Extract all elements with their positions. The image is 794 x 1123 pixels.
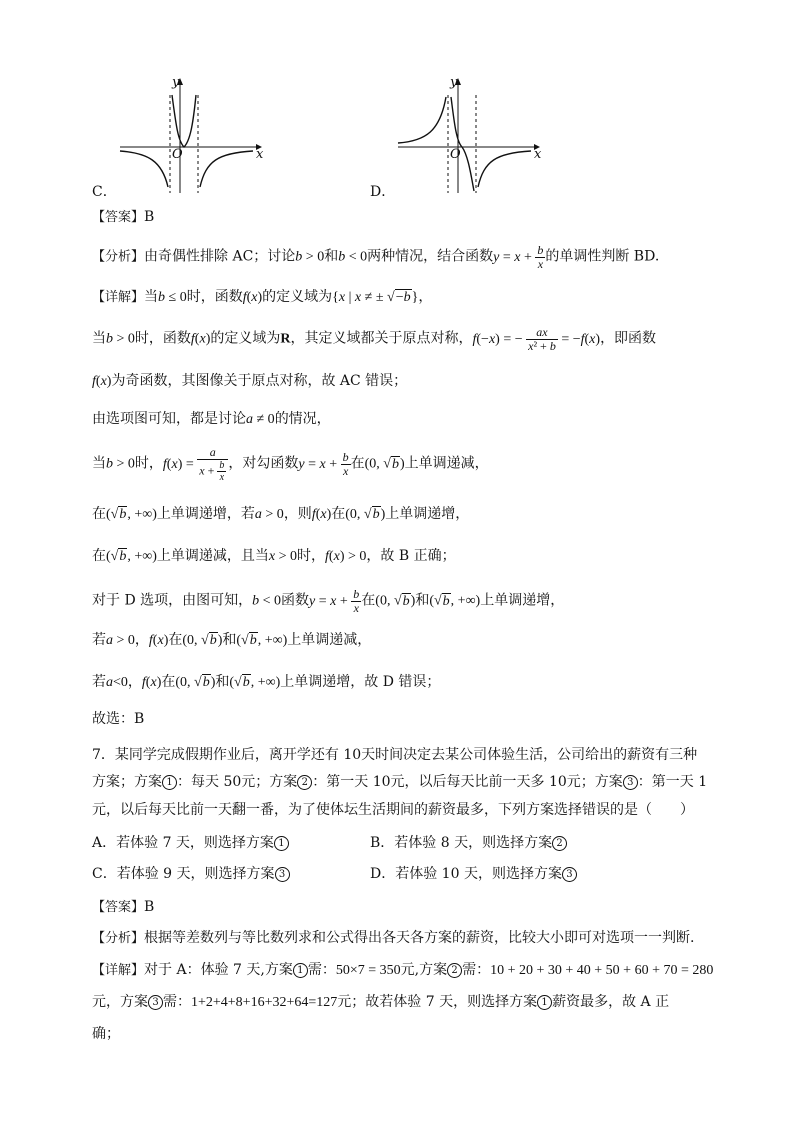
d-y-label: y xyxy=(450,75,458,90)
answer-tag: 【答案】 xyxy=(92,900,145,915)
q6-analysis-line: 【分析】由奇偶性排除 AC；讨论b > 0和b < 0两种情况，结合函数y = x + $\frac{b}{x}$ 的单调性判断 BD. xyxy=(92,243,660,271)
option-d-graph xyxy=(396,75,546,195)
q6-detail-line6: 在(√b, +∞)上单调递增，若a > 0，则f(x)在(0, √b)上单调递增， xyxy=(92,506,470,522)
answer-value: B xyxy=(144,209,155,225)
q6-detail-line5: 当b > 0时，f(x) = a x + $\frac{b}{x}$ ，对勾函数y = x + $\frac{b}{x}$ 在(0, √b)上单调递减， xyxy=(92,445,489,483)
d-origin-label: O xyxy=(450,147,461,162)
q7-option-b: B．若体验 8 天，则选择方案 2 xyxy=(370,832,567,852)
q6-detail-line10: 若a<0，f(x)在(0, √b)和(√b, +∞)上单调递增，故 D 错误； xyxy=(92,674,441,690)
curve-left xyxy=(398,97,446,143)
curve-middle xyxy=(451,97,474,191)
q7-option-a: A．若体验 7 天，则选择方案 1 xyxy=(92,832,289,852)
option-c-graph-svg xyxy=(118,75,268,195)
c-origin-label: O xyxy=(172,147,183,162)
q7-detail-line2: 元，方案 3 需：1+2+4+8+16+32+64=127元；故若体验 7 天，则选择方案 1 薪资最多，故 A 正 xyxy=(92,994,670,1010)
q6-answer-line xyxy=(92,206,154,225)
curve-right xyxy=(200,151,253,187)
answer-tag: 【答案】 xyxy=(92,210,145,225)
q7-answer-line xyxy=(92,896,154,915)
q6-detail-line4: 由选项图可知，都是讨论a ≠ 0的情况， xyxy=(92,411,331,427)
detail-tag: 【详解】 xyxy=(92,963,145,978)
q7-stem-line3: 元，以后每天比前一天翻一番，为了使体坛生活期间的薪资最多，下列方案选择错误的是（ ） xyxy=(92,802,694,818)
q7-stem-line2: 方案；方案 1 ：每天 50元；方案 2 ：第一天 10元，以后每天比前一天多 10元；方案 3 ：第一天 1 xyxy=(92,774,708,790)
curve-middle xyxy=(172,95,196,147)
q6-detail-line2: 当b > 0时，函数f(x)的定义域为R，其定义域都关于原点对称，f(−x) = − $\frac{ax}{\text{x² + b}}$ = −f(x)，即函数 xyxy=(92,325,657,353)
option-d-graph-svg xyxy=(396,75,546,195)
q7-stem-line1: 7．某同学完成假期作业后，离开学还有 10天时间决定去某公司体验生活，公司给出的薪资有三种 xyxy=(92,747,698,763)
d-x-label: x xyxy=(534,147,542,162)
answer-value: B xyxy=(144,899,155,915)
q7-detail-line3: 确； xyxy=(92,1026,120,1042)
option-c-label: C． xyxy=(92,184,117,200)
analysis-tag: 【分析】 xyxy=(92,931,145,946)
c-y-label: y xyxy=(172,75,180,90)
curve-left xyxy=(120,151,168,187)
q7-option-d: D．若体验 10 天，则选择方案 3 xyxy=(370,863,577,883)
q6-detail-line3: f(x)为奇函数，其图像关于原点对称，故 AC 错误； xyxy=(92,373,408,389)
q6-detail-line7: 在(√b, +∞)上单调递减，且当x > 0时，f(x) > 0，故 B 正确； xyxy=(92,548,456,564)
detail-tag: 【详解】 xyxy=(92,290,145,305)
q6-detail-line9: 若a > 0，f(x)在(0, √b)和(√b, +∞)上单调递减， xyxy=(92,632,372,648)
q6-choose: 故选：B xyxy=(92,711,145,727)
q7-detail-line1: 【详解】对于 A：体验 7 天,方案 1 需：50×7 = 350元,方案 2 需：10 + 20 + 30 + 40 + 50 + 60 + 70 = 280 xyxy=(92,962,714,978)
option-d-label: D． xyxy=(370,184,396,200)
option-c-graph xyxy=(118,75,268,195)
curve-right xyxy=(478,151,531,187)
analysis-tag: 【分析】 xyxy=(92,249,145,265)
q6-detail-line1: 【详解】当b ≤ 0时，函数f(x)的定义域为{x | x ≠ ± √−b}， xyxy=(92,289,433,305)
q7-option-c: C．若体验 9 天，则选择方案 3 xyxy=(92,863,290,883)
q7-analysis-line: 【分析】根据等差数列与等比数列求和公式得出各天各方案的薪资，比较大小即可对选项一一判断. xyxy=(92,930,695,946)
c-x-label: x xyxy=(256,147,264,162)
q6-detail-line8: 对于 D 选项，由图可知，b < 0函数y = x + $\frac{b}{x}$ 在(0, √b)和(√b, +∞)上单调递增， xyxy=(92,587,565,615)
